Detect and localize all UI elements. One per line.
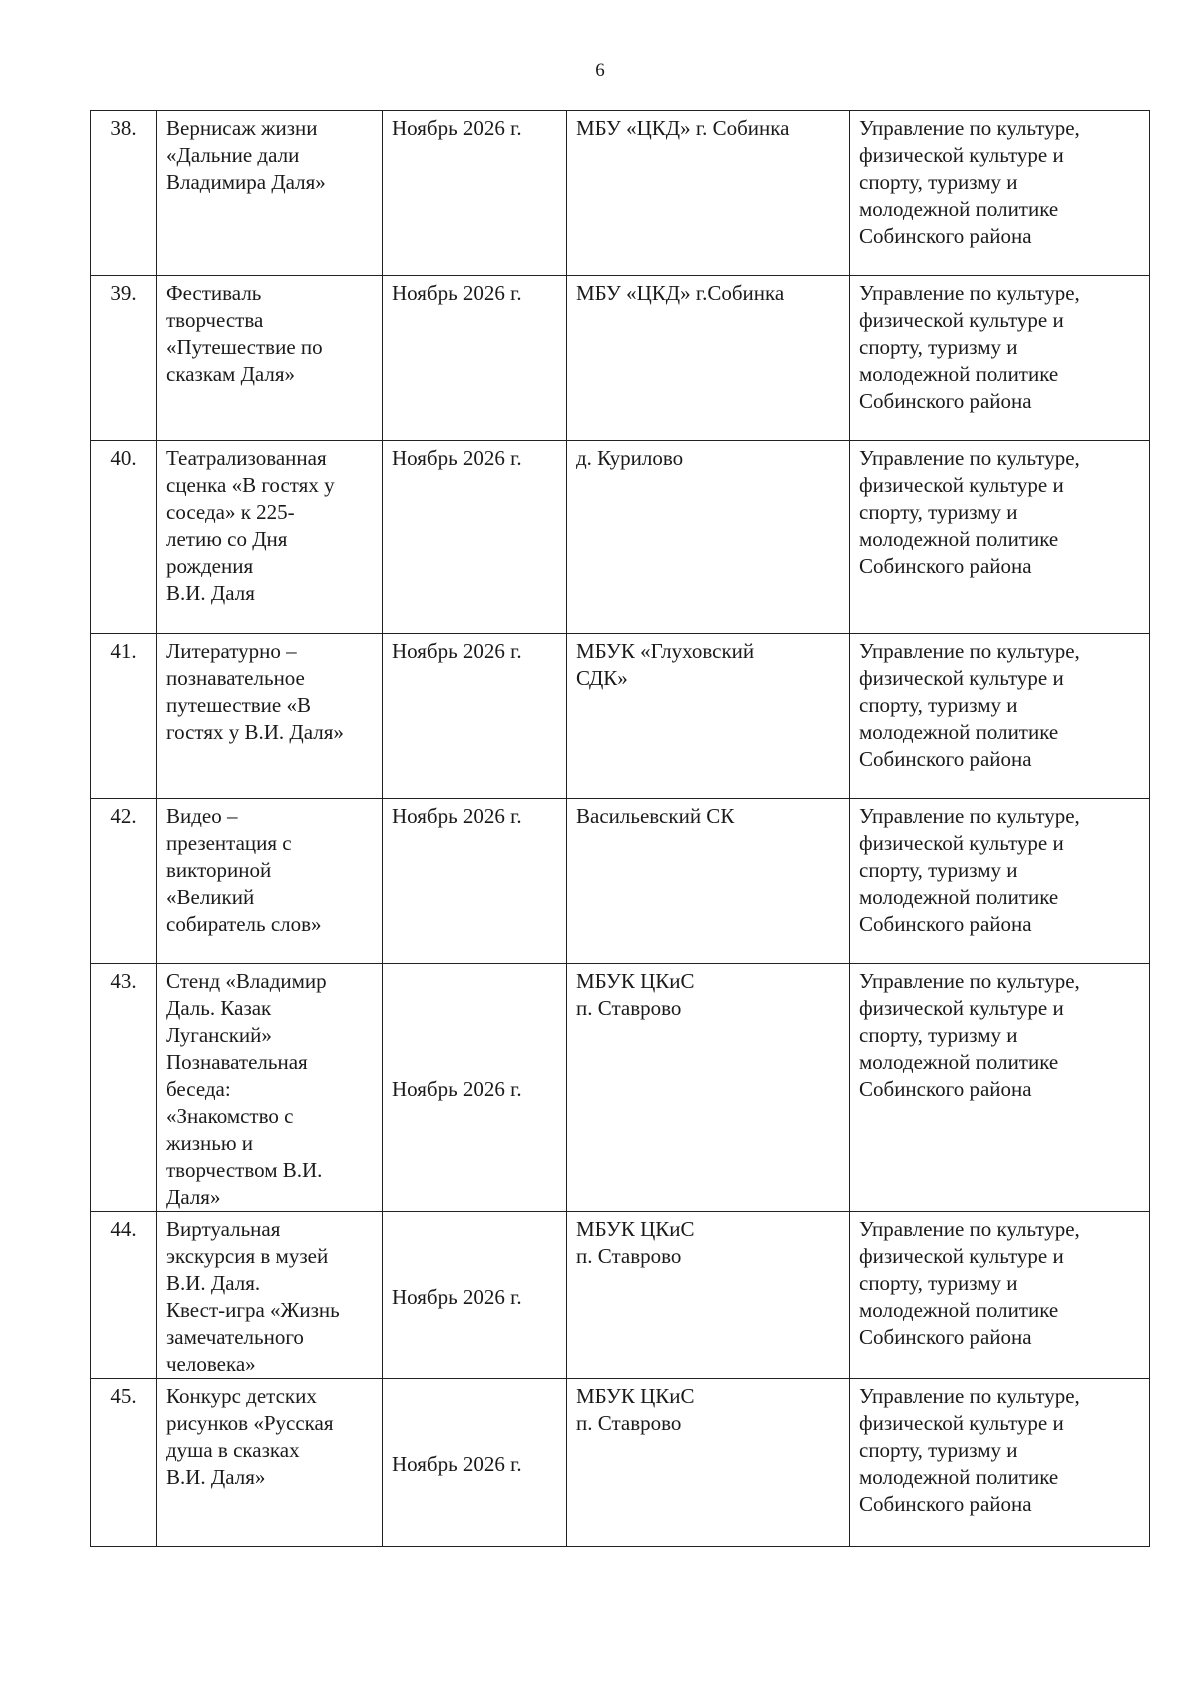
event-organizer-text: Управление по культуре, физической культуре и спорту, туризму и молодежной политике Собинского района <box>859 639 1080 771</box>
event-organizer-text: Управление по культуре, физической культуре и спорту, туризму и молодежной политике Собинского района <box>859 1217 1080 1349</box>
event-date <box>383 441 567 634</box>
event-title <box>157 634 383 799</box>
event-date-text: Ноябрь 2026 г. <box>392 639 522 663</box>
event-title-text: Театрализованная сценка «В гостях у соседа» к 225- летию со Дня рождения В.И. Даля <box>166 446 335 605</box>
event-venue-text: МБУ «ЦКД» г.Собинка <box>576 281 785 305</box>
event-organizer-text: Управление по культуре, физической культуре и спорту, туризму и молодежной политике Собинского района <box>859 1384 1080 1516</box>
event-title <box>157 1379 383 1547</box>
event-date-text: Ноябрь 2026 г. <box>392 804 522 828</box>
event-date <box>383 964 567 1212</box>
row-number: 44. <box>91 1212 157 1379</box>
event-venue <box>567 1212 850 1379</box>
event-organizer <box>850 111 1150 276</box>
row-number: 42. <box>91 799 157 964</box>
event-venue <box>567 799 850 964</box>
event-venue-text: д. Курилово <box>576 446 684 470</box>
row-number: 39. <box>91 276 157 441</box>
event-organizer <box>850 1212 1150 1379</box>
event-title-text: Стенд «Владимир Даль. Казак Луганский» Познавательная беседа: «Знакомство с жизнью и творчеством В.И. Даля» <box>166 969 327 1209</box>
event-date <box>383 1379 567 1547</box>
event-organizer <box>850 276 1150 441</box>
event-date <box>383 1212 567 1379</box>
event-date-text: Ноябрь 2026 г. <box>392 1452 522 1476</box>
event-title-text: Виртуальная экскурсия в музей В.И. Даля. Квест-игра «Жизнь замечательного человека» <box>166 1217 340 1376</box>
event-venue-text: МБУК ЦКиС п. Ставрово <box>576 1217 695 1268</box>
event-date <box>383 276 567 441</box>
event-organizer <box>850 1379 1150 1547</box>
event-organizer-text: Управление по культуре, физической культуре и спорту, туризму и молодежной политике Собинского района <box>859 116 1080 248</box>
event-title-text: Конкурс детских рисунков «Русская душа в сказках В.И. Даля» <box>166 1384 334 1489</box>
row-number: 43. <box>91 964 157 1212</box>
event-venue-text: МБУ «ЦКД» г. Собинка <box>576 116 790 140</box>
event-date-text: Ноябрь 2026 г. <box>392 1077 522 1101</box>
event-title <box>157 276 383 441</box>
table-row <box>91 1379 1150 1547</box>
event-date-text: Ноябрь 2026 г. <box>392 1284 522 1309</box>
row-number: 40. <box>91 441 157 634</box>
event-venue-text: Васильевский СК <box>576 804 735 828</box>
event-title <box>157 799 383 964</box>
table-row <box>91 276 1150 441</box>
event-title <box>157 1212 383 1379</box>
table-row <box>91 964 1150 1212</box>
event-venue <box>567 111 850 276</box>
event-date <box>383 111 567 276</box>
event-title <box>157 111 383 276</box>
event-venue <box>567 964 850 1212</box>
event-title-text: Вернисаж жизни «Дальние дали Владимира Даля» <box>166 116 326 194</box>
event-organizer <box>850 634 1150 799</box>
event-organizer-text: Управление по культуре, физической культуре и спорту, туризму и молодежной политике Собинского района <box>859 969 1080 1101</box>
event-organizer-text: Управление по культуре, физической культуре и спорту, туризму и молодежной политике Собинского района <box>859 804 1080 936</box>
event-date <box>383 634 567 799</box>
event-title-text: Видео – презентация с викториной «Великий собиратель слов» <box>166 804 322 936</box>
event-organizer <box>850 964 1150 1212</box>
event-venue <box>567 1379 850 1547</box>
event-title <box>157 441 383 634</box>
event-venue-text: МБУК ЦКиС п. Ставрово <box>576 1384 695 1435</box>
event-organizer-text: Управление по культуре, физической культуре и спорту, туризму и молодежной политике Собинского района <box>859 446 1080 578</box>
event-title-text: Литературно – познавательное путешествие «В гостях у В.И. Даля» <box>166 639 344 744</box>
row-number: 45. <box>91 1379 157 1547</box>
event-venue <box>567 276 850 441</box>
table-row <box>91 111 1150 276</box>
event-date-text: Ноябрь 2026 г. <box>392 116 522 140</box>
table-row <box>91 634 1150 799</box>
event-venue-text: МБУК ЦКиС п. Ставрово <box>576 969 695 1020</box>
page-number: 6 <box>595 60 605 81</box>
event-organizer <box>850 799 1150 964</box>
table-row <box>91 1212 1150 1379</box>
events-table <box>90 110 1150 1547</box>
event-organizer <box>850 441 1150 634</box>
row-number: 38. <box>91 111 157 276</box>
table-row <box>91 799 1150 964</box>
event-venue <box>567 634 850 799</box>
event-date <box>383 799 567 964</box>
table-row <box>91 441 1150 634</box>
event-venue-text: МБУК «Глуховский СДК» <box>576 639 755 690</box>
event-venue <box>567 441 850 634</box>
event-organizer-text: Управление по культуре, физической культуре и спорту, туризму и молодежной политике Собинского района <box>859 281 1080 413</box>
event-date-text: Ноябрь 2026 г. <box>392 446 522 470</box>
event-title <box>157 964 383 1212</box>
event-date-text: Ноябрь 2026 г. <box>392 281 522 305</box>
event-title-text: Фестиваль творчества «Путешествие по сказкам Даля» <box>166 281 323 386</box>
row-number: 41. <box>91 634 157 799</box>
